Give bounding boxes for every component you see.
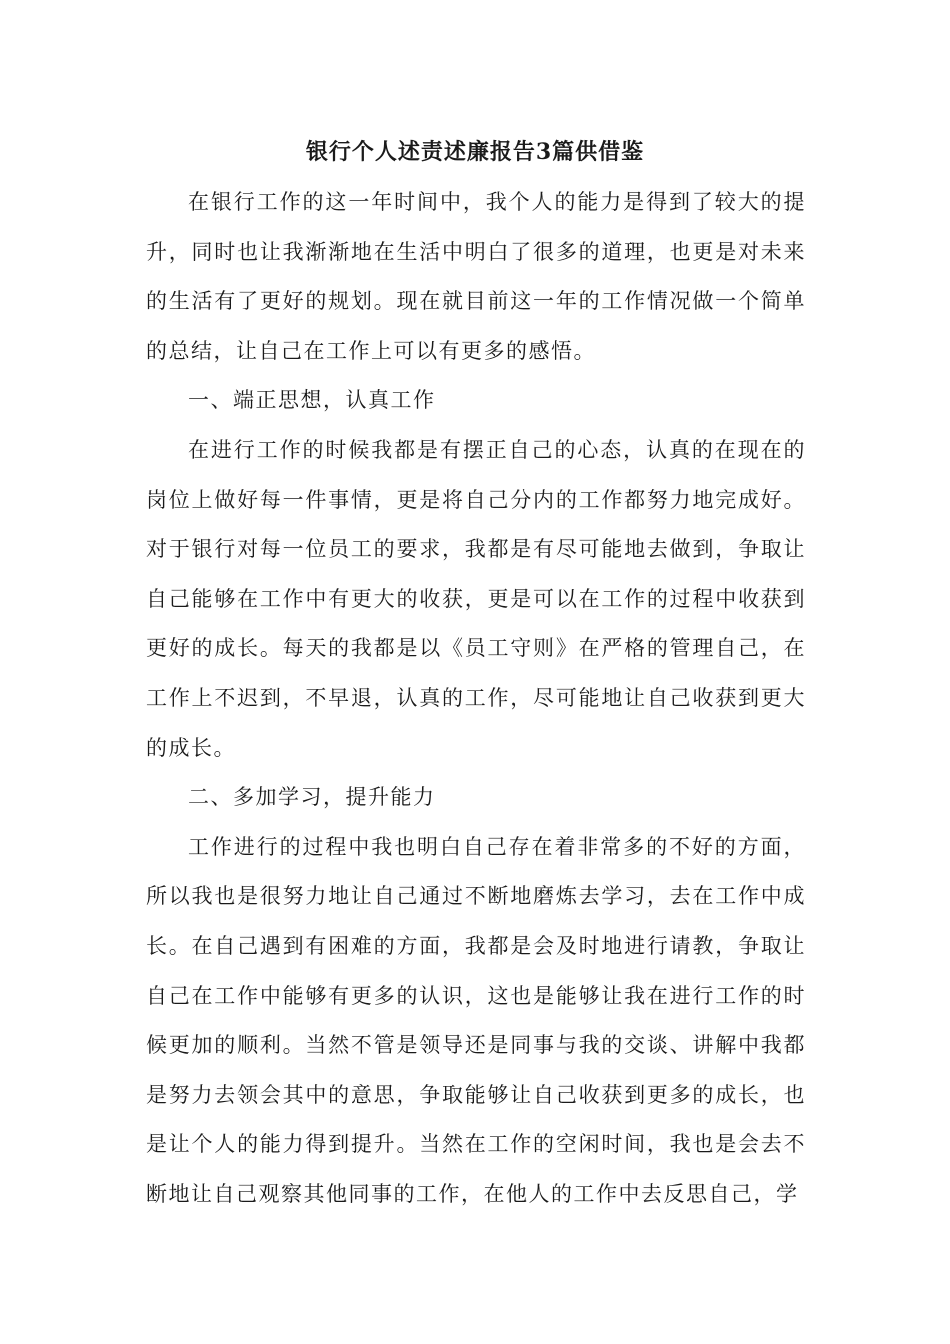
- section-heading-1: 一、端正思想，认真工作: [188, 388, 436, 413]
- document-body: [146, 178, 806, 1219]
- section-heading-2: 二、多加学习，提升能力: [188, 785, 436, 810]
- document-title: 银行个人述责述廉报告3篇供借鉴: [305, 139, 645, 165]
- intro-paragraph: 在银行工作的这一年时间中，我个人的能力是得到了较大的提升，同时也让我渐渐地在生活中明白了很多的道理，也更是对未来的生活有了更好的规划。现在就目前这一年的工作情况做一个简单的总结，让自己在工作上可以有更多的感悟。: [146, 190, 806, 363]
- section-paragraph-2: 工作进行的过程中我也明白自己存在着非常多的不好的方面，所以我也是很努力地让自己通过不断地磨炼去学习，去在工作中成长。在自己遇到有困难的方面，我都是会及时地进行请教，争取让自己在工作中能够有更多的认识，这也是能够让我在进行工作的时候更加的顺利。当然不管是领导还是同事与我的交谈、讲解中我都是努力去领会其中的意思，争取能够让自己收获到更多的成长，也是让个人的能力得到提升。当然在工作的空闲时间，我也是会去不断地让自己观察其他同事的工作，在他人的工作中去反思自己，学: [146, 834, 806, 1206]
- section-paragraph-1: 在进行工作的时候我都是有摆正自己的心态，认真的在现在的岗位上做好每一件事情，更是将自己分内的工作都努力地完成好。对于银行对每一位员工的要求，我都是有尽可能地去做到，争取让自己能够在工作中有更大的收获，更是可以在工作的过程中收获到更好的成长。每天的我都是以《员工守则》在严格的管理自己，在工作上不迟到，不早退，认真的工作，尽可能地让自己收获到更大的成长。: [146, 437, 806, 760]
